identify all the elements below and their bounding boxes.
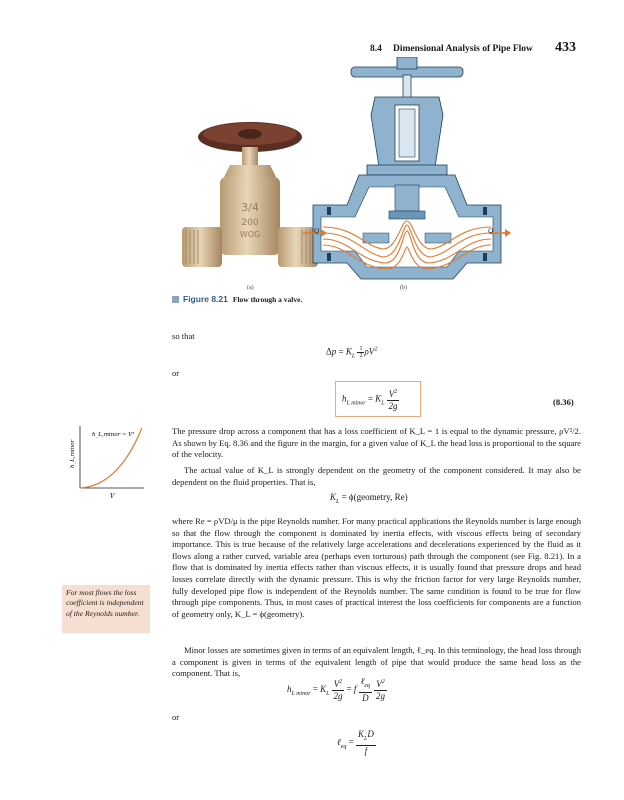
page-number: 433: [555, 40, 576, 55]
graph-curve-label: h_L,minor ~ V²: [92, 432, 135, 438]
flow-label-left: Q: [314, 227, 320, 235]
equation-equivalent-length: ℓ$_{eq}$ = $\frac{K_LD}{f}$: [337, 729, 374, 756]
graph-y-axis-label: h_L,minor: [70, 439, 76, 468]
paragraph-equivalent-length: Minor losses are sometimes given in terms of an equivalent length, ℓ_eq. In this terminology, the head loss through a component is given in terms of the equivalent length of pipe that would produce the same head loss as the component. That is,: [172, 645, 581, 679]
flow-label-right: Q: [488, 227, 494, 235]
svg-text:200: 200: [241, 218, 259, 228]
paragraph-pressure-drop: The pressure drop across a component that has a loss coefficient of K_L = 1 is equal to the dynamic pressure, ρV²/2. As shown by Eq. 8.36 and the figure in the margin, for a given value of K_L the head loss is proportional to the square of the velocity.: [172, 426, 581, 460]
figure-label-b: (b): [400, 285, 407, 291]
margin-note: For most flows the loss coefficient is independent of the Reynolds number.: [62, 585, 150, 633]
equation-pressure-drop: $\Delta p = K_L$ $\frac{1}{2}$ $\rho V^2$: [326, 346, 378, 360]
equation-number: (8.36): [553, 397, 574, 407]
equation-minor-head-loss: $h_{L minor} = K_L$ $\frac{V^2}{2g}$: [342, 389, 398, 411]
text-or-2: or: [172, 712, 180, 722]
figure-label-a: (a): [247, 285, 254, 291]
paragraph-reynolds-number: where Re = ρVD/μ is the pipe Reynolds number. For many practical applications the Reynolds number is large enough so that the flow through the component is dominated by inertia effects, with viscous effects being of secondary importance. This is true because of the relatively large accelerations and decelerations experienced by the fluid as it flows along a rather curved, variable area (perhaps even torturous) path through the component (see Fig. 8.21). In a flow that is dominated by inertia effects rather than viscous effects, it is usually found that pressure drops and head losses correlate directly with the dynamic pressure. This is why the friction factor for very large Reynolds number, fully developed pipe flow is independent of the Reynolds number. The same condition is found to be true for flow through pipe components. Thus, in most cases of practical interest the loss coefficients for components are a function of geometry only, K_L = ϕ(geometry).: [172, 516, 581, 619]
equation-equivalent-length-head-loss: $h_{L minor} = K_L$ $\frac{V^2}{2g}$ = f $\frac{\ell_{eq}}{D}$ $\frac{V^2}{2g}$: [287, 676, 386, 703]
svg-text:WOG: WOG: [239, 230, 261, 239]
graph-x-axis-label: V: [110, 493, 115, 500]
text-so-that: so that: [172, 331, 195, 341]
equation-loss-coefficient: $K_L$ = ϕ(geometry, Re): [330, 492, 408, 505]
valve-cross-section-diagram: [303, 57, 511, 282]
svg-text:3/4: 3/4: [241, 201, 259, 214]
caption-text: Flow through a valve.: [232, 295, 303, 304]
head-loss-velocity-graph: [66, 422, 146, 502]
caption-square-icon: [172, 296, 179, 303]
valve-photo: [176, 115, 324, 275]
header-section-number: 8.4: [370, 44, 382, 54]
header-section-title: Dimensional Analysis of Pipe Flow: [393, 44, 533, 54]
caption-number: Figure 8.21: [183, 294, 228, 304]
text-or: or: [172, 368, 180, 378]
paragraph-geometry: The actual value of K_L is strongly dependent on the geometry of the component considered. It may also be dependent on the fluid properties. That is,: [172, 465, 581, 487]
figure-caption: [172, 294, 302, 304]
